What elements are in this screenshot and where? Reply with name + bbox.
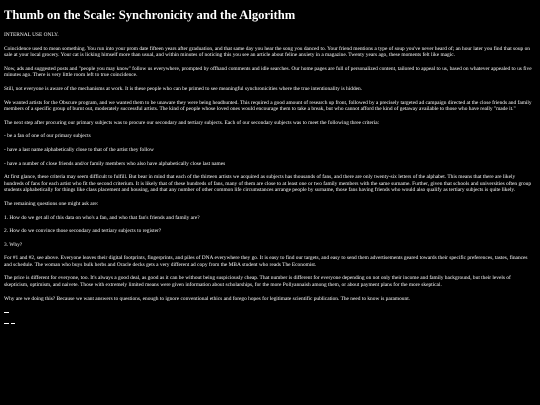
trailing-mark-row-2 xyxy=(4,320,536,327)
internal-use-notice: INTERNAL USE ONLY. xyxy=(4,32,59,38)
trailing-mark-row-1 xyxy=(4,309,536,316)
paragraph-ads: Now, ads and suggested posts and "people you may know" follow us everywhere, prompted by offhand comments and idle searches. Our home pages are full of personalized content, tailored to appeal to us, based on whatever appealed to us five minutes ago. There is very little room left to true coincidence. xyxy=(4,65,532,79)
paragraph-price: The price is different for everyone, too. It's always a good deal, as good as it can be without being suspiciously cheap. That number is different for everyone depending on not only their income and family background, but their levels of skepticism, optimism, and naivete. Those with extremely limited means were given information about scholarships, for the more Pollyannaish among them, or about payment plans for the more skeptical. xyxy=(4,275,511,289)
underline-mark xyxy=(4,312,9,313)
document-title: Thumb on the Scale: Synchronicity and the Algorithm xyxy=(4,8,296,22)
paragraph-awareness: Still, not everyone is aware of the mechanisms at work. It is these people who can be primed to see meaningful synchronicities where the true intentionality is hidden. xyxy=(4,85,363,92)
paragraph-answer-1-2: For #1 and #2, see above. Everyone leaves their digital footprints, fingerprints, and piles of DNA everywhere they go. It is easy to find our targets, and easy to send them advertisements geared towards their specific preferences, tastes, finances and schedule. The woman who buys bulk herbs and Oracle decks gets a very different ad copy from the MBA student who reads The Economist. xyxy=(4,255,528,268)
criteria-item-3: - have a number of close friends and/or family members who also have alphabetically close last names xyxy=(4,160,226,167)
criteria-item-2: - have a last name alphabetically close to that of the artist they follow xyxy=(4,146,154,153)
paragraph-next-step: The next step after procuring our primary subjects was to procure our secondary and tertiary subjects. Each of our secondary subjects was to meet the following three criteria: xyxy=(4,119,380,126)
underline-mark xyxy=(4,323,9,324)
question-3: 3. Why? xyxy=(4,241,23,248)
paragraph-first-glance: At first glance, these criteria may seem difficult to fulfill. But bear in mind that each of the thirteen artists we acquired as subjects has thousands of fans, and there are only twenty-six letters of the alphabet. This means that there are likely hundreds of fans for each artist who fit the second criterium. It is likely that of these hundreds of fans, many of them are close to at least one or two family members with the same surname. Further, given that schools and universities often group students alphabetically for things like class placement and housing, and that any number of other common life circumstances arrange people by surname, those fans having friends who would also qualify as tertiary subjects is quite likely. xyxy=(4,174,532,194)
question-2: 2. How do we convince those secondary and tertiary subjects to register? xyxy=(4,228,162,235)
question-1: 1. How do we get all of this data on who's a fan, and who that fan's friends and family are? xyxy=(4,214,200,221)
underline-mark xyxy=(11,323,15,324)
paragraph-coincidence: Coincidence used to mean something. You run into your prom date fifteen years after graduation, and that same day you hear the song you danced to. Your friend mentions a type of soup you've never heard of; an hour later you find that soup on sale at your local grocery. Your cat is licking himself more than usual, and within minutes of noticing this you see an article about feline anxiety in a magazine. Twenty years ago, these moments felt like magic. xyxy=(4,45,530,59)
paragraph-remaining-questions: The remaining questions one might ask are: xyxy=(4,200,99,207)
criteria-item-1: - be a fan of one of our primary subjects xyxy=(4,133,91,140)
paragraph-why: Why are we doing this? Because we want answers to questions, enough to ignore conventional ethics and forego hopes for legitimate scientific publication. The need to know is paramount. xyxy=(4,295,411,302)
trailing-marks xyxy=(4,309,536,327)
paragraph-artists: We wanted artists for the Obscure program, and we wanted them to be unaware they were being headhunted. This required a good amount of research up front, followed by a precisely targeted ad campaign directed at the close friends and family members of a specific group of burnt out, moderately successful artists. The kind of people whose loved ones would encourage them to take a break, but who cannot afford the kind of getaway available to those who have really "made it." xyxy=(4,99,532,113)
